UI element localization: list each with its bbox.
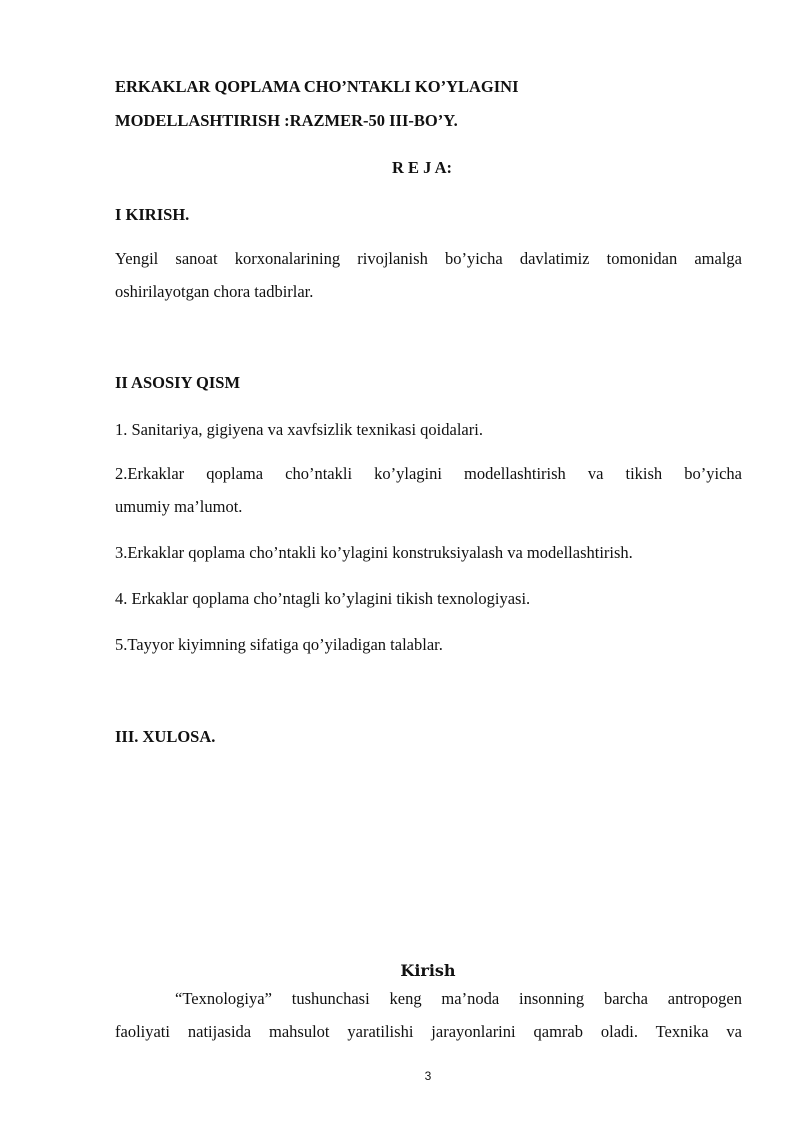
kirish-title: Kirish — [400, 961, 456, 980]
section-2-item-3: 3.Erkaklar qoplama cho’ntakli ko’ylagini konstruksiyalash va modellashtirish. — [115, 543, 633, 562]
kirish-paragraph-line-2: faoliyati natijasida mahsulot yaratilishi jarayonlarini qamrab oladi. Texnika va — [115, 1022, 742, 1041]
page-number: 3 — [424, 1069, 432, 1083]
section-1-heading: I KIRISH. — [115, 205, 190, 224]
section-2-item-4: 4. Erkaklar qoplama cho’ntagli ko’ylagini tikish texnologiyasi. — [115, 589, 531, 608]
section-2-item-1: 1. Sanitariya, gigiyena va xavfsizlik texnikasi qoidalari. — [115, 420, 483, 439]
section-2-item-2-continued: umumiy ma’lumot. — [115, 497, 243, 516]
section-2-item-5: 5.Tayyor kiyimning sifatiga qo’yiladigan talablar. — [115, 635, 443, 654]
kirish-paragraph-line-1: “Texnologiya” tushunchasi keng ma’noda insonning barcha antropogen — [175, 989, 742, 1008]
section-3-heading: III. XULOSA. — [115, 727, 216, 746]
document-title-line-1: ERKAKLAR QOPLAMA CHO’NTAKLI KO’YLAGINI — [115, 77, 519, 96]
document-title-line-2: MODELLASHTIRISH :RAZMER-50 III-BO’Y. — [115, 111, 458, 130]
section-1-text-line-2: oshirilayotgan chora tadbirlar. — [115, 282, 314, 301]
section-2-item-2: 2.Erkaklar qoplama cho’ntakli ko’ylagini modellashtirish va tikish bo’yicha — [115, 464, 742, 483]
plan-heading: R E J A: — [392, 158, 453, 177]
section-2-heading: II ASOSIY QISM — [115, 373, 241, 392]
section-1-text-line-1: Yengil sanoat korxonalarining rivojlanish bo’yicha davlatimiz tomonidan amalga — [115, 249, 742, 268]
